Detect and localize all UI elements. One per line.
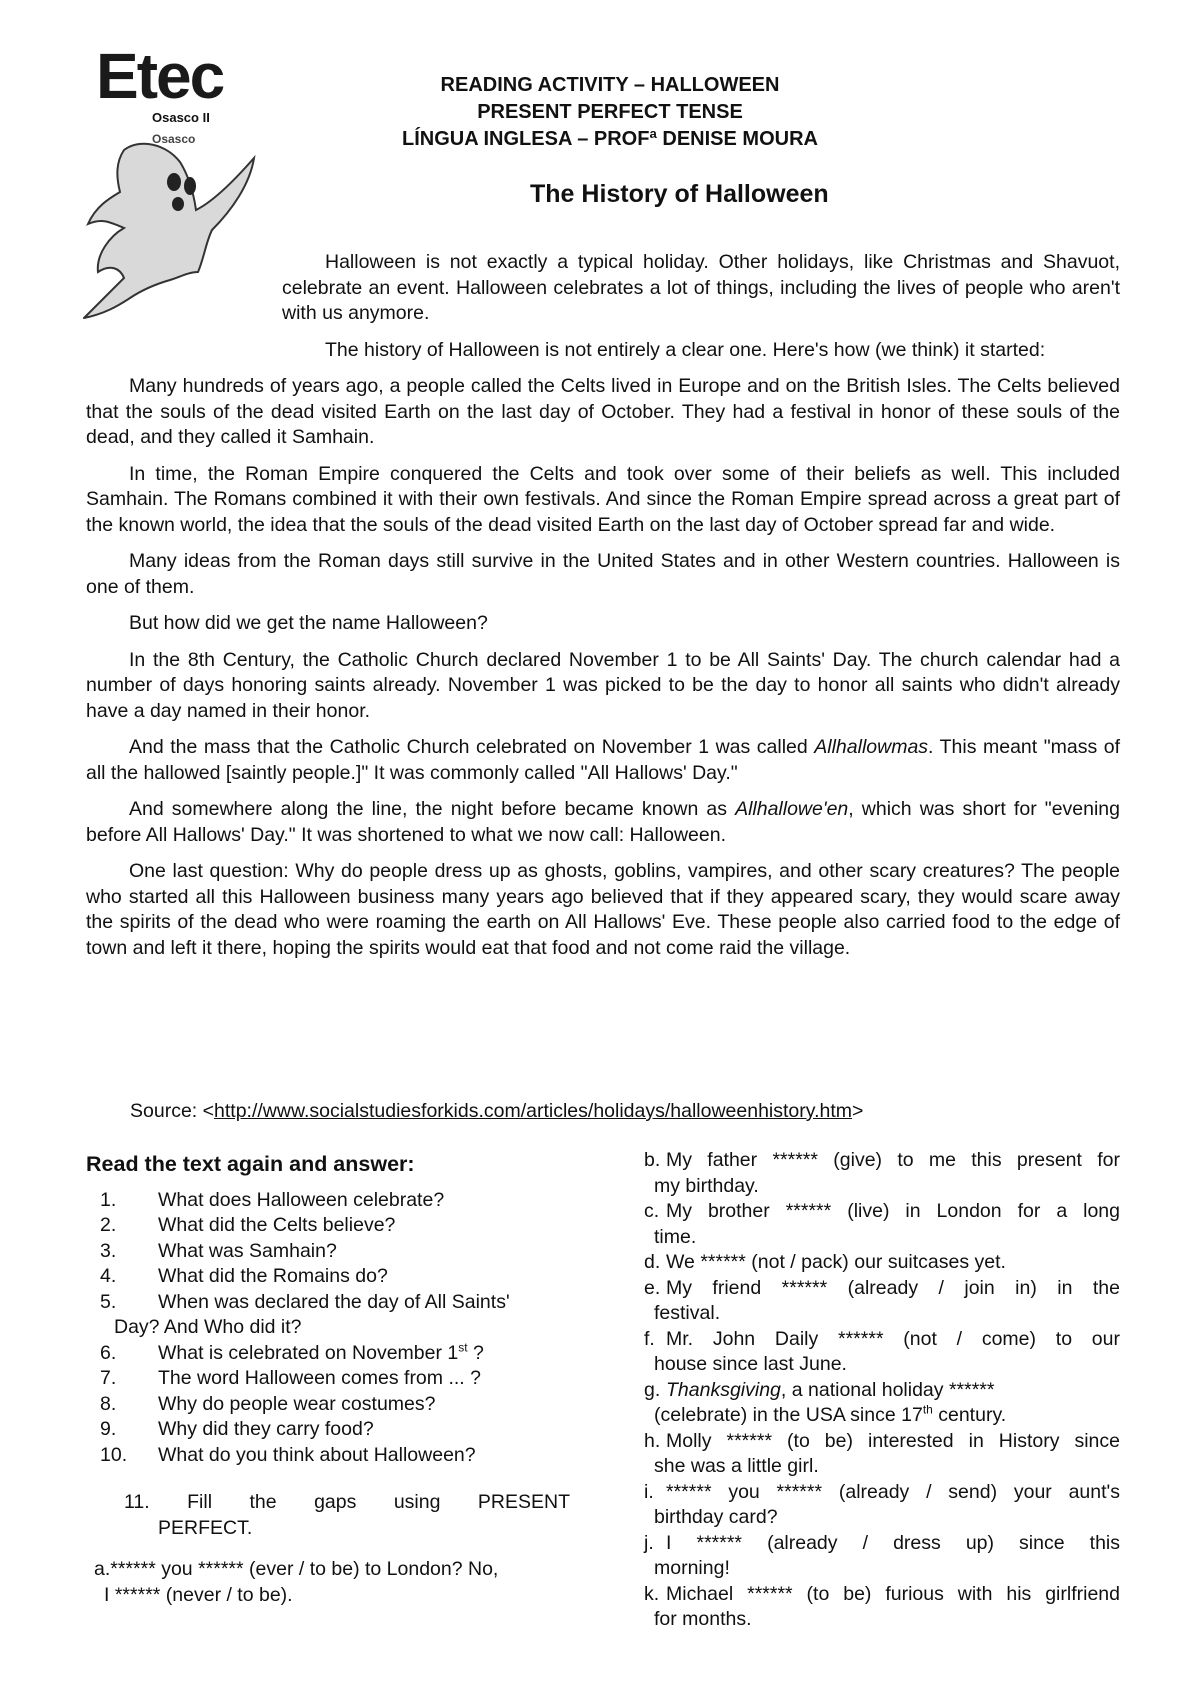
holiday-name: Thanksgiving <box>666 1378 781 1401</box>
exercise-text-cont: house since last June. <box>654 1353 847 1375</box>
exercise-text-cont: she was a little girl. <box>654 1455 819 1477</box>
question-11-line-2: PERFECT. <box>158 1516 253 1539</box>
paragraph <box>86 797 1120 848</box>
article-body <box>86 250 1120 972</box>
paragraph: One last question: Why do people dress up as ghosts, goblins, vampires, and other scary creatures? The people who started all this Halloween business many years ago believed that if they appeared scary, they would scare away the spirits of the dead who were roaming the earth on All Hallows' Eve. These people also carried food to the edge of town and left it there, hoping the spirits would eat that food and not come raid the village. <box>86 860 1120 959</box>
exercise-text: My brother ****** (live) in London for a long <box>666 1200 1120 1222</box>
question-number: 8. <box>100 1392 117 1415</box>
question-number: 6. <box>100 1341 117 1364</box>
exercise-k <box>644 1582 1120 1633</box>
exercise-text-cont: festival. <box>654 1302 721 1324</box>
paragraph: Halloween is not exactly a typical holiday. Other holidays, like Christmas and Shavuot, celebrate an event. Halloween celebrates a lot of things, including the lives of people who aren't with us anymore. <box>282 251 1120 324</box>
source-label: Source: < <box>130 1100 215 1122</box>
article-title: The History of Halloween <box>530 180 829 208</box>
exercise-label: b. <box>644 1149 661 1171</box>
question-text: What did the Romains do? <box>158 1265 388 1287</box>
paragraph: But how did we get the name Halloween? <box>129 612 488 634</box>
exercise-text: ****** you ****** (ever / to be) to London? No, <box>110 1558 499 1580</box>
question-text: What do you think about Halloween? <box>158 1443 476 1466</box>
question-text: What was Samhain? <box>158 1239 337 1262</box>
source-link[interactable]: http://www.socialstudiesforkids.com/articles/holidays/halloweenhistory.htm <box>214 1100 853 1122</box>
question-11 <box>86 1490 570 1541</box>
exercise-i <box>644 1480 1120 1531</box>
paragraph-text: . This meant "mass of all the hallowed [saintly people.]" It was commonly called "All Hallows' Day." <box>86 736 1120 784</box>
exercise-text-cont: morning! <box>654 1557 730 1579</box>
exercise-a <box>86 1557 570 1608</box>
exercise-e <box>644 1276 1120 1327</box>
activity-title: READING ACTIVITY – HALLOWEEN <box>440 74 780 96</box>
question-text: Why do people wear costumes? <box>158 1392 436 1415</box>
exercise-label: g. <box>644 1378 661 1401</box>
paragraph-text: And somewhere along the line, the night before became known as <box>129 798 736 820</box>
exercise-b <box>644 1148 1120 1199</box>
q11-word: PRESENT <box>477 1491 570 1513</box>
exercise-label: a. <box>94 1558 111 1580</box>
paragraph-text: The history of Halloween is not entirely a clear one. Here's how (we think) it started: <box>325 338 1046 361</box>
question-continuation: Day? And Who did it? <box>114 1316 302 1338</box>
exercise-text-cont: my birthday. <box>654 1174 759 1197</box>
exercise-h <box>644 1429 1120 1480</box>
exercise-text: We ****** (not / pack) our suitcases yet. <box>666 1251 1006 1273</box>
exercise-g <box>644 1378 1120 1429</box>
question-item <box>86 1392 570 1418</box>
question-item <box>86 1443 570 1469</box>
exercise-text: Michael ****** (to be) furious with his girlfriend <box>666 1582 1120 1605</box>
ordinal-suffix: st <box>458 1340 468 1354</box>
question-number: 2. <box>100 1214 117 1236</box>
source-citation <box>130 1100 863 1123</box>
school-logo <box>96 40 224 146</box>
exercise-text-part: century. <box>932 1404 1007 1426</box>
exercise-label: f. <box>644 1327 655 1350</box>
exercise-label: j. <box>644 1531 654 1554</box>
paragraph-text: , which was short for "evening before All Hallows' Day." It was shortened to what we now call: Halloween. <box>86 798 1121 846</box>
question-item <box>86 1341 570 1367</box>
exercise-label: k. <box>644 1582 660 1605</box>
exercise-text: ****** you ****** (already / send) your aunt's <box>666 1480 1120 1503</box>
question-number: 5. <box>100 1290 117 1313</box>
exercise-j <box>644 1531 1120 1582</box>
course-teacher: LÍNGUA INGLESA – PROFª DENISE MOURA <box>402 128 818 150</box>
exercise-text-cont: I ****** (never / to be). <box>104 1583 293 1606</box>
ordinal-suffix: th <box>922 1402 933 1417</box>
q11-word: gaps <box>314 1491 357 1513</box>
question-text: The word Halloween comes from ... ? <box>158 1367 481 1389</box>
exercise-label: i. <box>644 1480 654 1503</box>
q11-word: Fill <box>187 1491 213 1513</box>
paragraph <box>86 338 1120 364</box>
exercises-section <box>644 1148 1120 1633</box>
question-text-end: ? <box>467 1341 484 1364</box>
exercise-label: h. <box>644 1429 661 1452</box>
question-item <box>86 1264 570 1290</box>
exercise-label: e. <box>644 1276 661 1299</box>
paragraph: In the 8th Century, the Catholic Church declared November 1 to be All Saints' Day. The church calendar had a number of days honoring saints already. November 1 was picked to be the day to honor all saints who didn't already have a day named in their honor. <box>86 648 1120 722</box>
exercise-c <box>644 1199 1120 1250</box>
question-item <box>86 1366 570 1392</box>
paragraph <box>86 735 1120 786</box>
question-number: 9. <box>100 1418 117 1440</box>
question-text: Why did they carry food? <box>158 1418 374 1440</box>
exercise-text: Molly ****** (to be) interested in History since <box>666 1429 1120 1452</box>
term: Allhallowmas <box>814 736 929 758</box>
question-text: When was declared the day of All Saints' <box>158 1290 510 1313</box>
exercise-text <box>666 1378 1120 1404</box>
exercise-text-cont: birthday card? <box>654 1506 778 1528</box>
logo-wordmark: Etec <box>96 40 224 112</box>
question-number: 4. <box>100 1265 117 1287</box>
question-item <box>86 1213 570 1239</box>
paragraph-text: And the mass that the Catholic Church celebrated on November 1 was called <box>129 736 815 758</box>
question-text: What did the Celts believe? <box>158 1214 396 1236</box>
grammar-topic: PRESENT PERFECT TENSE <box>477 101 743 123</box>
exercise-text: My friend ****** (already / join in) in the <box>666 1276 1120 1299</box>
questions-section <box>86 1152 570 1608</box>
exercise-label: d. <box>644 1251 661 1273</box>
question-number: 3. <box>100 1239 117 1262</box>
q11-word: the <box>249 1491 277 1513</box>
question-text: What is celebrated on November 1 <box>158 1341 459 1364</box>
question-number: 1. <box>100 1188 117 1211</box>
source-close: > <box>852 1100 864 1122</box>
paragraph: Many hundreds of years ago, a people called the Celts lived in Europe and on the British Isles. The Celts believed that the souls of the dead visited Earth on the last day of October. They had a festival in honor of these souls of the dead, and they called it Samhain. <box>86 375 1120 448</box>
question-text: What does Halloween celebrate? <box>158 1188 445 1211</box>
exercise-text-part: (celebrate) in the USA since 17 <box>654 1404 923 1426</box>
question-item <box>86 1417 570 1443</box>
question-number: 7. <box>100 1367 117 1389</box>
term: Allhallowe'en <box>735 798 849 820</box>
q11-word: using <box>393 1491 441 1513</box>
exercise-f <box>644 1327 1120 1378</box>
exercise-text-cont <box>644 1403 1120 1429</box>
exercise-d <box>644 1250 1120 1276</box>
question-item <box>86 1290 570 1316</box>
paragraph: Many ideas from the Roman days still survive in the United States and in other Western countries. Halloween is one of them. <box>86 550 1120 598</box>
exercise-text-cont: time. <box>654 1225 697 1248</box>
question-item <box>86 1188 570 1214</box>
logo-subtitle: Osasco II <box>152 110 210 125</box>
exercise-text-part: , a national holiday ****** <box>780 1378 995 1401</box>
question-number: 10. <box>100 1443 128 1466</box>
paragraph: In time, the Roman Empire conquered the Celts and took over some of their beliefs as well. This included Samhain. The Romans combined it with their own festivals. And since the Roman Empire spread across a great part of the known world, the idea that the souls of the dead visited Earth on the last day of October spread far and wide. <box>86 462 1120 536</box>
question-11-line <box>124 1490 570 1516</box>
q11-word: 11. <box>124 1491 150 1513</box>
exercise-text-cont: for months. <box>654 1608 752 1630</box>
question-item <box>86 1239 570 1265</box>
exercise-text: Mr. John Daily ****** (not / come) to our <box>666 1327 1120 1350</box>
exercise-label: c. <box>644 1200 660 1222</box>
logo-subtitle-2: Osasco <box>152 132 196 146</box>
questions-heading: Read the text again and answer: <box>86 1152 415 1176</box>
exercise-text: I ****** (already / dress up) since this <box>666 1531 1120 1554</box>
exercise-text: My father ****** (give) to me this present for <box>666 1149 1120 1171</box>
